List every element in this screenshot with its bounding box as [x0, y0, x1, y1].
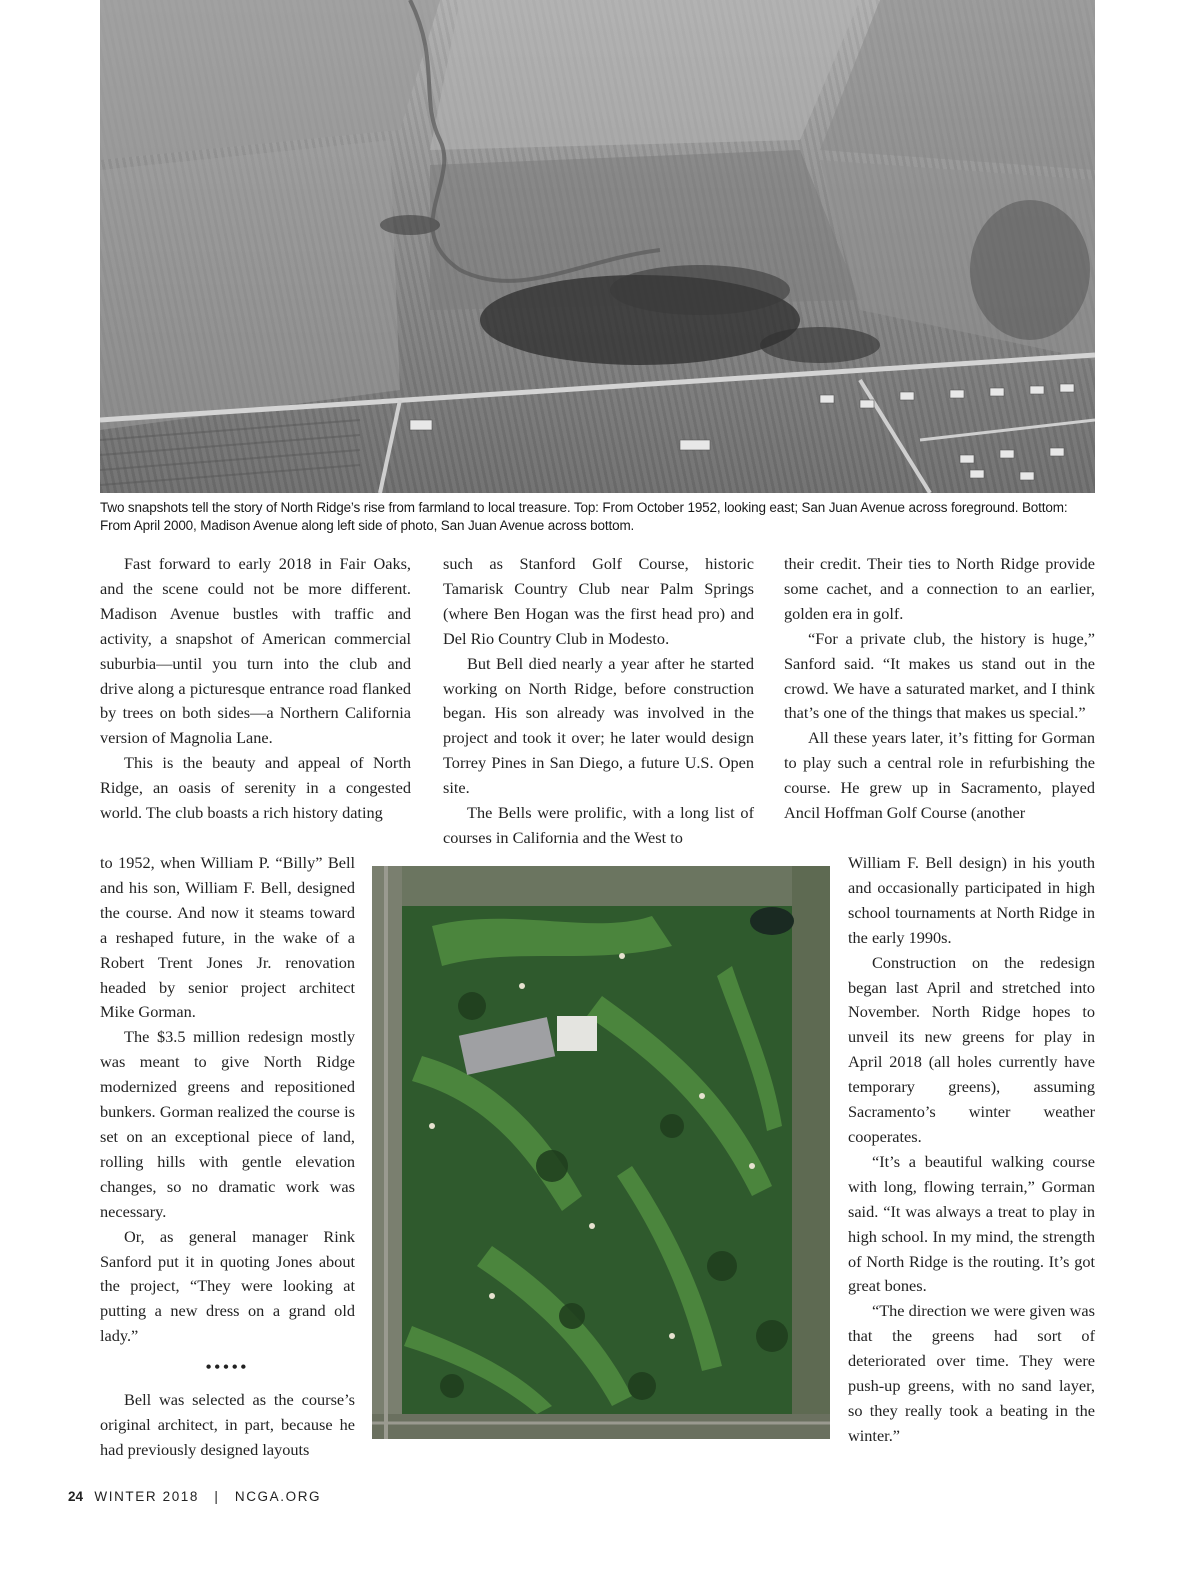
column-3	[784, 552, 1095, 826]
paragraph: All these years later, it’s fitting for Gorman to play such a central role in refurbishing the course. He grew up in Sacramento, played Ancil Hoffman Golf Course (another	[784, 728, 1095, 823]
column-1-continued	[100, 851, 355, 1463]
paragraph: Bell was selected as the course’s original architect, in part, because he had previously designed layouts	[100, 1390, 355, 1459]
column-1	[100, 552, 411, 826]
issue-label: WINTER 2018	[94, 1489, 200, 1504]
paragraph: “The direction we were given was that the greens had sort of deteriorated over time. They were push-up greens, with no sand layer, so they really took a beating in the winter.”	[848, 1301, 1095, 1445]
paragraph: William F. Bell design) in his youth and occasionally participated in high school tournaments at North Ridge in the early 1990s.	[848, 853, 1095, 947]
page-footer	[68, 1489, 321, 1504]
paragraph: Or, as general manager Rink Sanford put it in quoting Jones about the project, “They were looking at putting a new dress on a grand old lady.”	[100, 1226, 355, 1346]
paragraph: This is the beauty and appeal of North Ridge, an oasis of serenity in a congested world. The club boasts a rich history dating	[100, 753, 411, 823]
aerial-photo-1952-illustration	[100, 0, 1095, 493]
paragraph: “For a private club, the history is huge,” Sanford said. “It makes us stand out in the crowd. We have a saturated market, and I think that’s one of the things that makes us special.”	[784, 628, 1095, 723]
paragraph: The $3.5 million redesign mostly was meant to give North Ridge modernized greens and repositioned bunkers. Gorman realized the course is set on an exceptional piece of land, rolling hills with gentle elevation changes, so no dramatic work was necessary.	[100, 1027, 355, 1221]
paragraph: Construction on the redesign began last April and stretched into November. North Ridge hopes to unveil its new greens for play in April 2018 (all holes currently have temporary greens), assuming Sacramento’s winter weather cooperates.	[848, 952, 1095, 1146]
aerial-photo-2000	[372, 866, 830, 1439]
page-number: 24	[68, 1489, 84, 1504]
section-divider: •••••	[205, 1357, 250, 1377]
footer-separator: |	[214, 1489, 220, 1504]
column-2	[443, 552, 754, 851]
photo-caption: Two snapshots tell the story of North Ridge’s rise from farmland to local treasure. Top: From October 1952, looking east; San Juan Avenue across foreground. Bottom: From April 2000, Madison Avenue along left side of photo, San Juan Avenue across bottom.	[100, 500, 1068, 533]
paragraph: But Bell died nearly a year after he started working on North Ridge, before construction began. His son already was involved in the project and took it over; he later would design Torrey Pines in San Diego, a future U.S. Open site.	[443, 653, 754, 798]
column-3-continued	[848, 851, 1095, 1449]
paragraph: Fast forward to early 2018 in Fair Oaks, and the scene could not be more different. Madison Avenue bustles with traffic and activity, a snapshot of American commercial suburbia—until you turn into the club and drive along a picturesque entrance road flanked by trees on both sides—a Northern California version of Magnolia Lane.	[100, 554, 411, 748]
paragraph: “It’s a beautiful walking course with long, flowing terrain,” Gorman said. “It was always a treat to play in high school. In my mind, the strength of North Ridge is the routing. It’s got great bones.	[848, 1151, 1095, 1296]
paragraph: their credit. Their ties to North Ridge provide some cachet, and a connection to an earlier, golden era in golf.	[784, 554, 1095, 623]
paragraph: The Bells were prolific, with a long list of courses in California and the West to	[443, 803, 754, 847]
aerial-photo-1952	[100, 0, 1095, 493]
paragraph: such as Stanford Golf Course, historic Tamarisk Country Club near Palm Springs (where Ben Hogan was the first head pro) and Del Rio Country Club in Modesto.	[443, 554, 754, 648]
aerial-photo-2000-illustration	[372, 866, 830, 1439]
paragraph: to 1952, when William P. “Billy” Bell and his son, William F. Bell, designed the course. And now it steams toward a reshaped future, in the wake of a Robert Trent Jones Jr. renovation headed by senior project architect Mike Gorman.	[100, 853, 355, 1022]
site-label: NCGA.ORG	[234, 1489, 322, 1504]
